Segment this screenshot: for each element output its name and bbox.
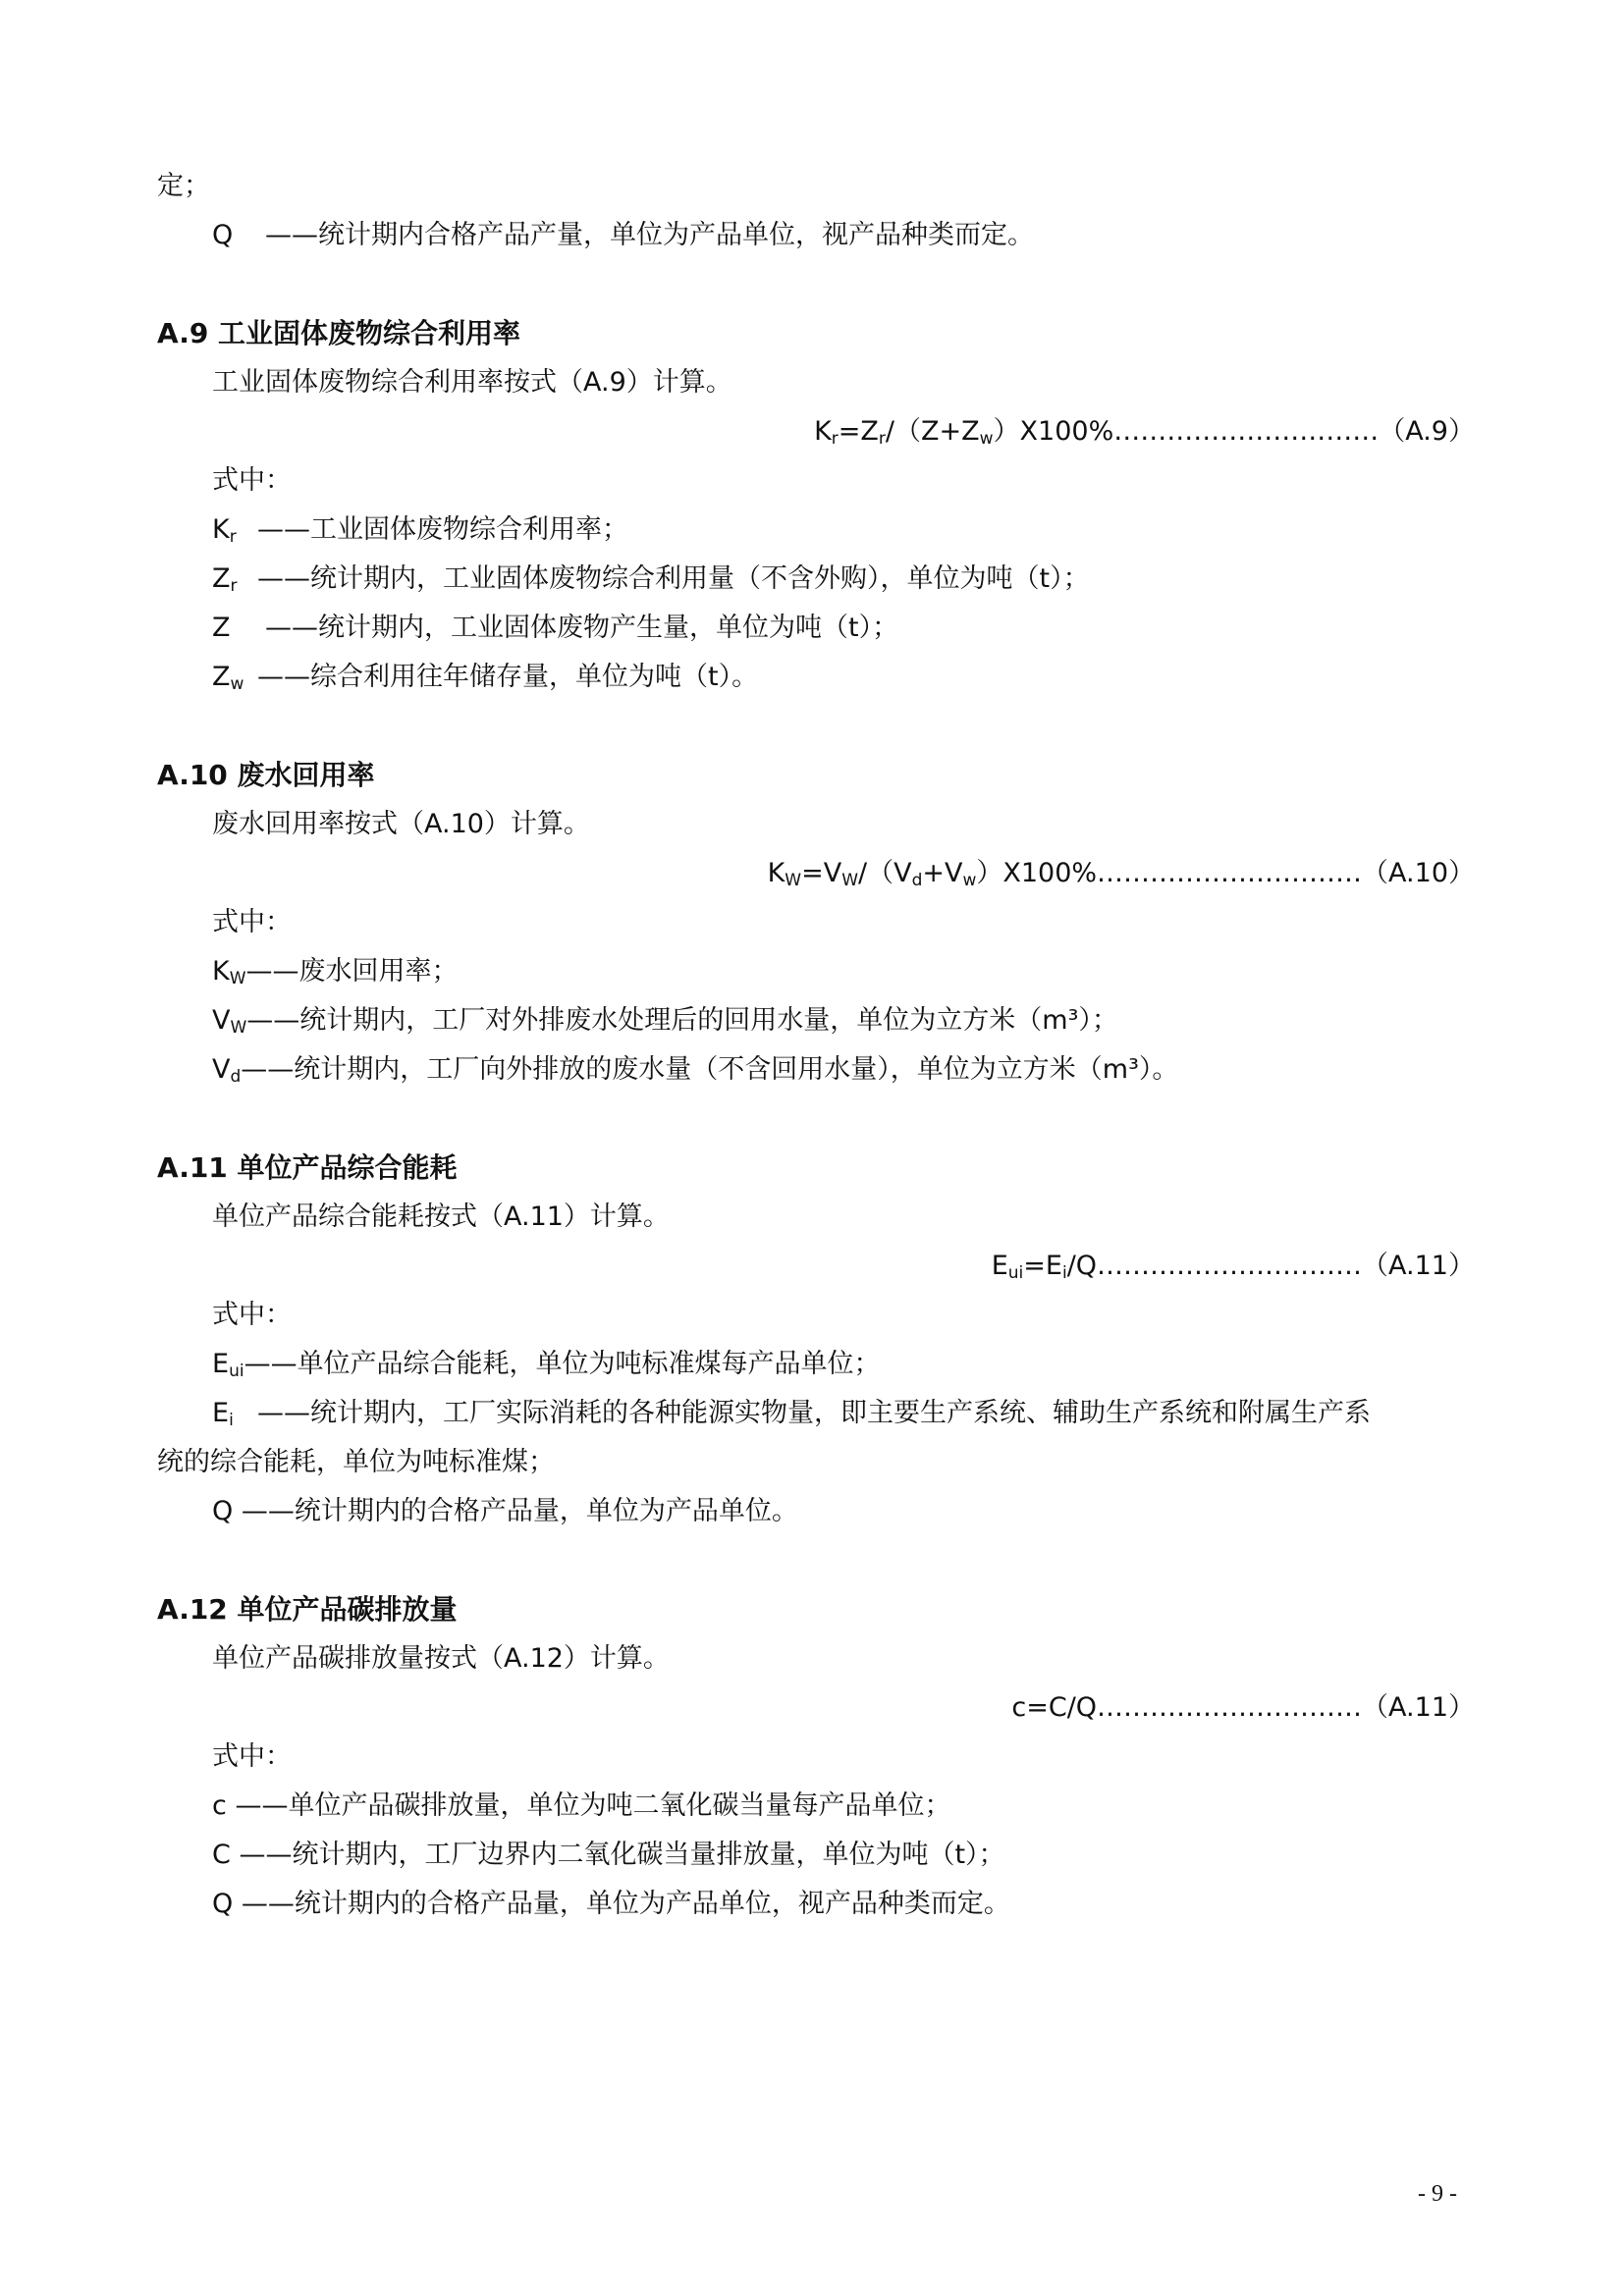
definition-row: C ——统计期内，工厂边界内二氧化碳当量排放量，单位为吨（t）； <box>212 1840 1005 1870</box>
formula-a9: $K_r=Z_r/(Z+Z_w)X100\%\dots\dots\dots\dots\dots\dots\dots\dots\dots\dots(A.9)$ <box>814 416 1475 449</box>
definition-row: $V_d——$统计期内，工厂向外排放的废水量（不含回用水量），单位为立方米（m³）。 <box>212 1054 1179 1087</box>
definition-row: $K_r$ ——工业固体废物综合利用率； <box>212 514 628 547</box>
definition-row: $K_W——$废水回用率； <box>212 956 459 988</box>
section-intro: 单位产品综合能耗按式（A.11）计算。 <box>212 1201 670 1232</box>
definition-row: $E_i$ ——统计期内，工厂实际消耗的各种能源实物量，即主要生产系统、辅助生产系统和附属生产系 <box>212 1398 1371 1430</box>
definition-row: $Z_r$ ——统计期内，工业固体废物综合利用量（不含外购），单位为吨（t）； <box>212 563 1090 596</box>
definition-row: $V_W——$统计期内，工厂对外排废水处理后的回用水量，单位为立方米（m³）； <box>212 1005 1118 1038</box>
definition-row: $E_{ui}——$单位产品综合能耗，单位为吨标准煤每产品单位； <box>212 1349 881 1381</box>
definition-row: Z ——统计期内，工业固体废物产生量，单位为吨（t）； <box>212 613 899 643</box>
section-heading-a9: A.9 工业固体废物综合利用率 <box>157 317 521 349</box>
formula-a12: c=C/Q…………………………（A.11） <box>1011 1692 1475 1723</box>
section-heading-a11: A.11 单位产品综合能耗 <box>157 1151 458 1184</box>
section-heading-a10: A.10 废水回用率 <box>157 759 375 791</box>
definition-continuation: 统的综合能耗，单位为吨标准煤； <box>157 1447 555 1477</box>
section-intro: 废水回用率按式（A.10）计算。 <box>212 809 590 839</box>
formula-a10: $K_W=V_W/(V_d+V_w)X100\%\dots\dots\dots\dots\dots\dots\dots\dots\dots\dots(A.10)$ <box>767 858 1475 890</box>
where-label: 式中： <box>212 1300 292 1330</box>
where-label: 式中： <box>212 465 292 496</box>
definition-row: $Z_w$ ——综合利用往年储存量，单位为吨（t）。 <box>212 662 759 694</box>
section-intro: 工业固体废物综合利用率按式（A.9）计算。 <box>212 367 732 398</box>
definition-row: c ——单位产品碳排放量，单位为吨二氧化碳当量每产品单位； <box>212 1790 951 1821</box>
document-page: 定； Q ——统计期内合格产品产量，单位为产品单位，视产品种类而定。 A.9 工业固体废物综合利用率 工业固体废物综合利用率按式（A.9）计算。 $K_r=Z_r/(Z+Z_w)X100\%\dots\dots\dots\dots\dots\dots\dots\dots\dots\dots(A.9)$ 式中： $K_r$ ——工业固体废物综合利用率； $Z_r$ ——统计期内，工业固体废物综合利用量（不含外购），单位为吨（t）； Z ——统计期内，工业固体废物产生量，单位为吨（t）； $Z_w$ ——综合利用往年储存量，单位为吨（t）。 A.10 废水回用率 废水回用率按式（A.10）计算。 $K_W=V_W/(V_d+V_w)X100\%\dots\dots\dots\dots\dots\dots\dots\dots\dots\dots(A.10)$ 式中： $K_W——$废水回用率； $V_W——$统计期内，工厂对外排废水处理后的回用水量，单位为立方米（m³）； $V_d——$统计期内，工厂向外排放的废水量（不含回用水量），单位为立方米（m³）。 A.11 单位产品综合能耗 单位产品综合能耗按式（A.11）计算。 $E_{ui}=E_i/Q\dots\dots\dots\dots\dots\dots\dots\dots\dots\dots(A.11)$ 式中： $E_{ui}——$单位产品综合能耗，单位为吨标准煤每产品单位； $E_i$ ——统计期内，工厂实际消耗的各种能源实物量，即主要生产系统、辅助生产系统和附属生产系 统的综合能耗，单位为吨标准煤； Q ——统计期内的合格产品量，单位为产品单位。 A.12 单位产品碳排放量 单位产品碳排放量按式（A.12）计算。 c=C/Q…………………………（A.11） 式中： c ——单位产品碳排放量，单位为吨二氧化碳当量每产品单位； C ——统计期内，工厂边界内二氧化碳当量排放量，单位为吨（t）； Q ——统计期内的合格产品量，单位为产品单位，视产品种类而定。 - 9 - <box>157 171 1475 2207</box>
section-intro: 单位产品碳排放量按式（A.12）计算。 <box>212 1643 670 1674</box>
text-line: 定； <box>157 171 210 201</box>
section-heading-a12: A.12 单位产品碳排放量 <box>157 1593 458 1626</box>
definition-row: Q ——统计期内的合格产品量，单位为产品单位。 <box>212 1496 798 1526</box>
where-label: 式中： <box>212 907 292 937</box>
formula-a11: $E_{ui}=E_i/Q\dots\dots\dots\dots\dots\dots\dots\dots\dots\dots(A.11)$ <box>991 1251 1475 1283</box>
where-label: 式中： <box>212 1741 292 1772</box>
definition-q: Q ——统计期内合格产品产量，单位为产品单位，视产品种类而定。 <box>212 220 1034 250</box>
definition-row: Q ——统计期内的合格产品量，单位为产品单位，视产品种类而定。 <box>212 1889 1010 1919</box>
